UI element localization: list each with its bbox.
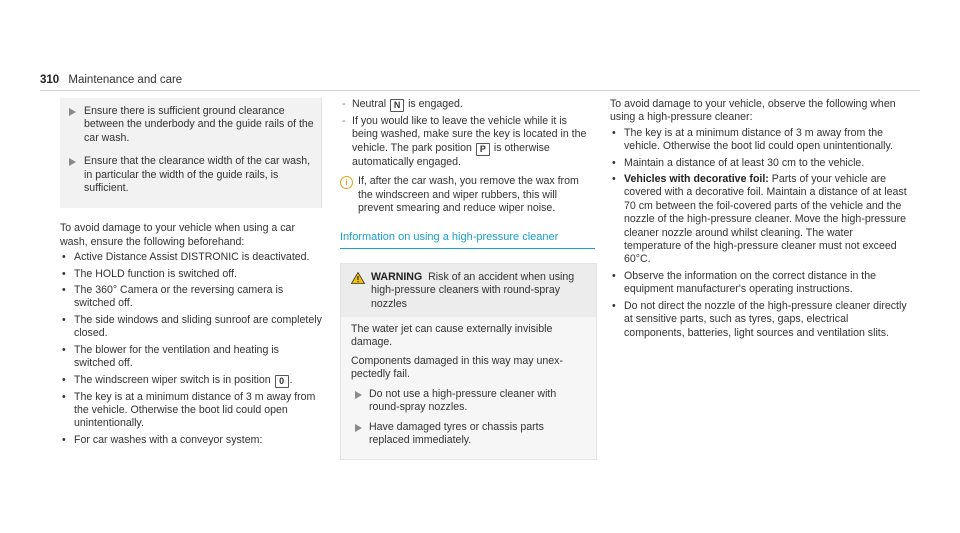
list-item: • The side windows and sliding sunroof are completely closed. xyxy=(60,314,322,341)
list-item: • Active Distance Assist DISTRONIC is deactivated. xyxy=(60,251,322,264)
list-item: • The key is at a minimum distance of 3 m away from the vehicle. Otherwise the boot lid could open unintentionally. xyxy=(60,391,322,431)
section-heading: Information on using a high-pressure cleaner xyxy=(340,231,595,248)
step-text: Ensure there is sufficient ground clearance between the underbody and the guide rails of the car wash. xyxy=(84,105,314,144)
list-item xyxy=(340,115,595,169)
park-position-symbol-icon: P xyxy=(476,143,490,156)
item-text: Parts of your vehicle are covered with a decorative foil. Maintain a distance of at least 70 cm between the foil-covered parts of the vehicle and the nozzle of the high-pressure cleaner. Move the high-pressure cleaner nozzle around whilst cleaning. The water temperature of the high-pressure cleaner must not exceed 60°C. xyxy=(624,173,907,266)
step-arrow-icon xyxy=(355,391,362,399)
list-item: • For car washes with a conveyor system: xyxy=(60,434,322,447)
item-text: Neutral xyxy=(352,98,387,110)
neutral-gear-symbol-icon: N xyxy=(390,99,404,112)
info-note xyxy=(340,175,595,215)
item-text-end: is otherwise automatically engaged. xyxy=(352,141,550,168)
item-text-end: . xyxy=(289,373,293,386)
page-number: 310 xyxy=(40,74,60,86)
list-item: • The 360° Camera or the reversing camera is switched off. xyxy=(60,284,322,311)
header-divider xyxy=(40,90,920,91)
list-item: • The key is at a minimum distance of 3 m away from the vehicle. Otherwise the boot lid could open unintentionally. xyxy=(610,127,910,154)
warning-triangle-icon xyxy=(351,272,365,284)
checklist xyxy=(60,251,322,447)
step-arrow-icon xyxy=(355,424,362,432)
page-header xyxy=(40,74,182,86)
warning-step xyxy=(351,388,586,415)
step-arrow-icon xyxy=(69,108,76,116)
warning-title: Risk of an accident when using high-pressure cleaners with round-spray nozzles xyxy=(371,270,575,310)
column-middle xyxy=(340,98,595,460)
list-item: • Maintain a distance of at least 30 cm to the vehicle. xyxy=(610,157,910,170)
instruction-steps xyxy=(60,98,322,208)
step-arrow-icon xyxy=(69,158,76,166)
warning-paragraph: The water jet can cause externally invisible damage. xyxy=(351,323,553,349)
column-right xyxy=(610,98,910,343)
step-text: Ensure that the clearance width of the car wash, in particular the width of the guide rails, is sufficient. xyxy=(84,155,311,195)
item-bold-label: Vehicles with decorative foil: xyxy=(624,173,769,186)
step-text: Have damaged tyres or chassis parts replaced immediately. xyxy=(369,420,544,446)
list-item: • Observe the information on the correct distance in the equipment manufacturer's operating instructions. xyxy=(610,270,910,297)
list-item xyxy=(610,173,910,267)
wiper-position-symbol-icon: 0 xyxy=(275,375,289,388)
warning-header xyxy=(341,264,596,317)
warning-box xyxy=(340,263,597,460)
note-text: If, after the car wash, you remove the wax from the windscreen and wiper rubbers, this will prevent smearing and reduce wiper noise. xyxy=(358,175,579,215)
pressure-cleaner-list xyxy=(610,127,910,340)
intro-text: To avoid damage to your vehicle when using a car wash, ensure the following beforehand: xyxy=(60,222,295,248)
list-item xyxy=(340,98,595,112)
intro-text: To avoid damage to your vehicle, observe the following when using a high-pressure cleaner: xyxy=(610,98,896,124)
warning-step xyxy=(351,421,586,448)
item-text-end: is engaged. xyxy=(408,98,463,110)
step-text: Do not use a high-pressure cleaner with round-spray nozzles. xyxy=(369,387,557,414)
list-item: • The blower for the ventilation and heating is switched off. xyxy=(60,344,322,371)
list-item: • The HOLD function is switched off. xyxy=(60,268,322,281)
section-name: Maintenance and care xyxy=(68,74,183,86)
item-text: If you would like to leave the vehicle while it is being washed, make sure the key is located in the vehicle. The park position xyxy=(352,115,587,154)
instruction-step xyxy=(60,152,321,202)
warning-body xyxy=(341,317,596,459)
item-text: The windscreen wiper switch is in position xyxy=(74,373,271,386)
warning-paragraph: Components damaged in this way may unexpectedly fail. xyxy=(351,354,563,381)
column-left xyxy=(60,98,322,450)
list-item: • Do not direct the nozzle of the high-pressure cleaner directly at sensitive parts, such as tyres, gaps, electrical components, batteries, light sources and ventilation slits. xyxy=(610,300,910,340)
info-icon: i xyxy=(340,176,353,189)
conveyor-list xyxy=(340,98,595,169)
list-item xyxy=(60,374,322,388)
instruction-step xyxy=(60,102,321,152)
warning-label: WARNING xyxy=(371,270,423,283)
